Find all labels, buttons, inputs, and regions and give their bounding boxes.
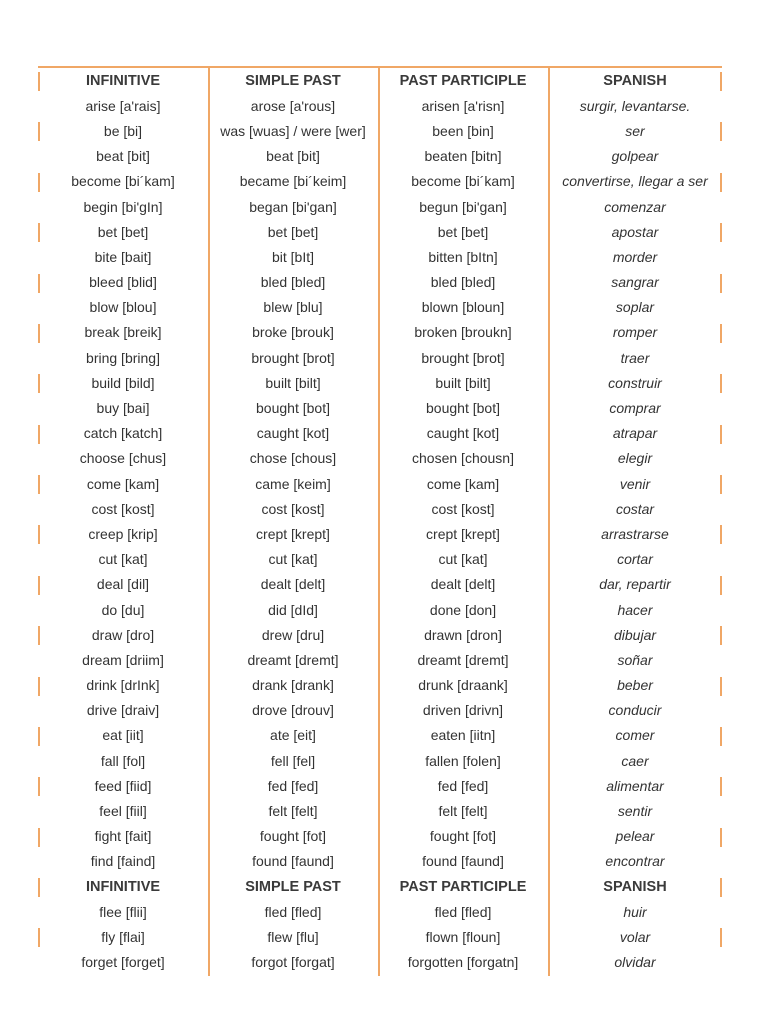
cell-pp: chosen [chousn] (412, 450, 514, 467)
cell-es: sangrar (611, 274, 659, 291)
cell-past: ate [eit] (270, 727, 316, 744)
table-row (38, 345, 722, 370)
cell-pp: built [bilt] (435, 374, 491, 391)
cell-past: cost [kost] (261, 500, 325, 517)
cell-pp: bet [bet] (437, 223, 489, 240)
cell-inf: buy [bai] (96, 400, 150, 417)
cell-past: came [keim] (255, 475, 331, 492)
table-row (38, 244, 722, 269)
cell-past: beat [bit] (266, 148, 320, 165)
cell-inf: bet [bet] (97, 223, 149, 240)
cell-es: dar, repartir (599, 576, 671, 593)
cell-pp: fed [fed] (437, 777, 489, 794)
cell-inf: beat [bit] (96, 148, 150, 165)
cell-inf: come [kam] (86, 475, 160, 492)
cell-inf: arise [a'rais] (85, 97, 161, 114)
cell-pp: caught [kot] (426, 425, 500, 442)
cell-pp: cut [kat] (438, 551, 488, 568)
cell-pp: fled [fled] (434, 903, 492, 920)
column-header: SIMPLE PAST (245, 878, 341, 895)
cell-es: cortar (617, 551, 653, 568)
cell-inf: fall [fol] (100, 752, 146, 769)
cell-inf: begin [bi'gIn] (83, 198, 163, 215)
cell-past: brought [brot] (251, 349, 335, 366)
cell-pp: drunk [draank] (418, 677, 508, 694)
cell-es: dibujar (613, 626, 657, 643)
table-row (38, 547, 722, 572)
table-row (38, 446, 722, 471)
cell-es: elegir (617, 450, 653, 467)
cell-es: encontrar (605, 853, 665, 870)
cell-past: blew [blu] (263, 299, 323, 316)
cell-inf: forget [forget] (81, 954, 165, 971)
cell-pp: dealt [delt] (430, 576, 496, 593)
cell-es: ser (625, 122, 645, 139)
cell-inf: be [bi] (103, 122, 143, 139)
cell-pp: cost [kost] (431, 500, 495, 517)
cell-es: comer (615, 727, 655, 744)
cell-inf: draw [dro] (91, 626, 155, 643)
cell-pp: felt [felt] (438, 803, 488, 820)
header-row (38, 68, 722, 93)
cell-inf: become [bi´kam] (71, 173, 175, 190)
cell-pp: bled [bled] (430, 274, 496, 291)
table-row (38, 118, 722, 143)
table-row (38, 169, 722, 194)
cell-es: comenzar (604, 198, 666, 215)
cell-inf: drink [drInk] (86, 677, 160, 694)
cell-past: forgot [forgat] (251, 954, 335, 971)
cell-past: fought [fot] (259, 828, 327, 845)
table-row (38, 849, 722, 874)
cell-past: broke [brouk] (252, 324, 334, 341)
cell-pp: come [kam] (426, 475, 500, 492)
cell-past: did [dId] (268, 601, 318, 618)
cell-past: bled [bled] (260, 274, 326, 291)
cell-inf: creep [krip] (88, 525, 158, 542)
table-row (38, 748, 722, 773)
cell-es: arrastrarse (601, 525, 669, 542)
cell-inf: fly [flai] (101, 928, 145, 945)
cell-pp: eaten [iitn] (430, 727, 496, 744)
cell-inf: bring [bring] (86, 349, 160, 366)
table-row (38, 673, 722, 698)
cell-pp: fought [fot] (429, 828, 497, 845)
table-row (38, 924, 722, 949)
cell-inf: drive [draiv] (86, 702, 160, 719)
cell-past: bought [bot] (256, 400, 330, 417)
cell-es: alimentar (606, 777, 664, 794)
table-row (38, 773, 722, 798)
cell-inf: dream [driim] (82, 651, 164, 668)
column-header: SPANISH (603, 72, 667, 89)
cell-inf: fight [fait] (94, 828, 152, 845)
table-row (38, 597, 722, 622)
cell-pp: broken [broukn] (414, 324, 512, 341)
cell-inf: feed [fiid] (94, 777, 152, 794)
cell-inf: cost [kost] (91, 500, 155, 517)
cell-past: flew [flu] (267, 928, 319, 945)
cell-past: fell [fel] (270, 752, 316, 769)
table-row (38, 370, 722, 395)
cell-past: found [faund] (252, 853, 334, 870)
cell-past: drove [drouv] (252, 702, 334, 719)
cell-es: comprar (609, 400, 661, 417)
cell-pp: brought [brot] (421, 349, 505, 366)
cell-pp: drawn [dron] (424, 626, 502, 643)
cell-past: bit [bIt] (271, 248, 315, 265)
cell-pp: bought [bot] (426, 400, 500, 417)
cell-pp: flown [floun] (425, 928, 501, 945)
column-header: SIMPLE PAST (245, 72, 341, 89)
cell-pp: become [bi´kam] (411, 173, 515, 190)
cell-es: surgir, levantarse. (579, 97, 691, 114)
cell-inf: flee [flii] (99, 903, 147, 920)
cell-past: chose [chous] (249, 450, 337, 467)
table-row (38, 144, 722, 169)
column-header: PAST PARTICIPLE (399, 72, 527, 89)
cell-pp: crept [krept] (426, 525, 500, 542)
cell-inf: bite [bait] (94, 248, 152, 265)
table-row (38, 899, 722, 924)
table-row (38, 521, 722, 546)
cell-past: dreamt [dremt] (247, 651, 339, 668)
cell-past: was [wuas] / were [wer] (220, 122, 366, 139)
cell-pp: found [faund] (422, 853, 504, 870)
cell-past: dealt [delt] (260, 576, 326, 593)
cell-past: crept [krept] (256, 525, 330, 542)
cell-inf: choose [chus] (79, 450, 167, 467)
table-row (38, 320, 722, 345)
cell-pp: driven [drivn] (422, 702, 504, 719)
cell-es: venir (619, 475, 651, 492)
cell-es: costar (615, 500, 655, 517)
cell-inf: feel [fiil] (99, 803, 147, 820)
table-row (38, 723, 722, 748)
table-row (38, 219, 722, 244)
cell-pp: bitten [bItn] (428, 248, 498, 265)
cell-es: sentir (617, 803, 653, 820)
cell-inf: deal [dil] (96, 576, 150, 593)
cell-pp: arisen [a'risn] (421, 97, 505, 114)
cell-past: drank [drank] (252, 677, 334, 694)
cell-pp: fallen [folen] (425, 752, 501, 769)
column-header: INFINITIVE (85, 878, 161, 895)
cell-inf: do [du] (101, 601, 145, 618)
table-row (38, 698, 722, 723)
table-row (38, 93, 722, 118)
table-row (38, 824, 722, 849)
cell-pp: blown [bloun] (421, 299, 505, 316)
cell-es: volar (619, 928, 651, 945)
header-row (38, 874, 722, 899)
table-row (38, 471, 722, 496)
cell-past: began [bi'gan] (249, 198, 337, 215)
verb-table (38, 66, 722, 976)
cell-past: felt [felt] (268, 803, 318, 820)
cell-past: bet [bet] (267, 223, 319, 240)
cell-es: huir (623, 903, 647, 920)
cell-es: olvidar (614, 954, 656, 971)
table-row (38, 572, 722, 597)
table-row (38, 647, 722, 672)
table-row (38, 395, 722, 420)
cell-past: fled [fled] (264, 903, 322, 920)
cell-es: morder (612, 248, 658, 265)
cell-es: romper (612, 324, 658, 341)
cell-es: apostar (611, 223, 659, 240)
cell-past: drew [dru] (261, 626, 325, 643)
cell-pp: done [don] (429, 601, 497, 618)
cell-es: convertirse, llegar a ser (562, 173, 708, 190)
cell-pp: dreamt [dremt] (417, 651, 509, 668)
cell-es: construir (608, 374, 662, 391)
cell-es: caer (621, 752, 649, 769)
table-row (38, 295, 722, 320)
cell-pp: been [bin] (432, 122, 494, 139)
cell-past: caught [kot] (256, 425, 330, 442)
cell-inf: catch [katch] (83, 425, 163, 442)
cell-past: fed [fed] (267, 777, 319, 794)
cell-pp: begun [bi'gan] (419, 198, 507, 215)
cell-es: beber (617, 677, 653, 694)
cell-es: soplar (615, 299, 655, 316)
cell-inf: eat [iit] (102, 727, 144, 744)
cell-pp: forgotten [forgatn] (407, 954, 519, 971)
table-row (38, 270, 722, 295)
cell-es: soñar (617, 651, 653, 668)
table-row (38, 194, 722, 219)
table-row (38, 950, 722, 975)
cell-past: became [bi´keim] (239, 173, 347, 190)
cell-es: traer (620, 349, 650, 366)
column-header: PAST PARTICIPLE (399, 878, 527, 895)
cell-past: cut [kat] (268, 551, 318, 568)
column-header: INFINITIVE (85, 72, 161, 89)
cell-inf: build [bild] (91, 374, 155, 391)
cell-inf: blow [blou] (89, 299, 157, 316)
cell-es: golpear (611, 148, 659, 165)
cell-es: hacer (617, 601, 653, 618)
cell-es: pelear (615, 828, 655, 845)
cell-inf: find [faind] (90, 853, 156, 870)
cell-inf: cut [kat] (98, 551, 148, 568)
cell-inf: break [breik] (84, 324, 162, 341)
table-body (38, 68, 722, 975)
table-row (38, 421, 722, 446)
table-row (38, 798, 722, 823)
cell-past: built [bilt] (265, 374, 321, 391)
cell-pp: beaten [bitn] (424, 148, 502, 165)
cell-es: atrapar (612, 425, 658, 442)
table-row (38, 622, 722, 647)
table-row (38, 496, 722, 521)
cell-inf: bleed [blid] (89, 274, 157, 291)
cell-es: conducir (608, 702, 662, 719)
column-header: SPANISH (603, 878, 667, 895)
cell-past: arose [a'rous] (250, 97, 336, 114)
